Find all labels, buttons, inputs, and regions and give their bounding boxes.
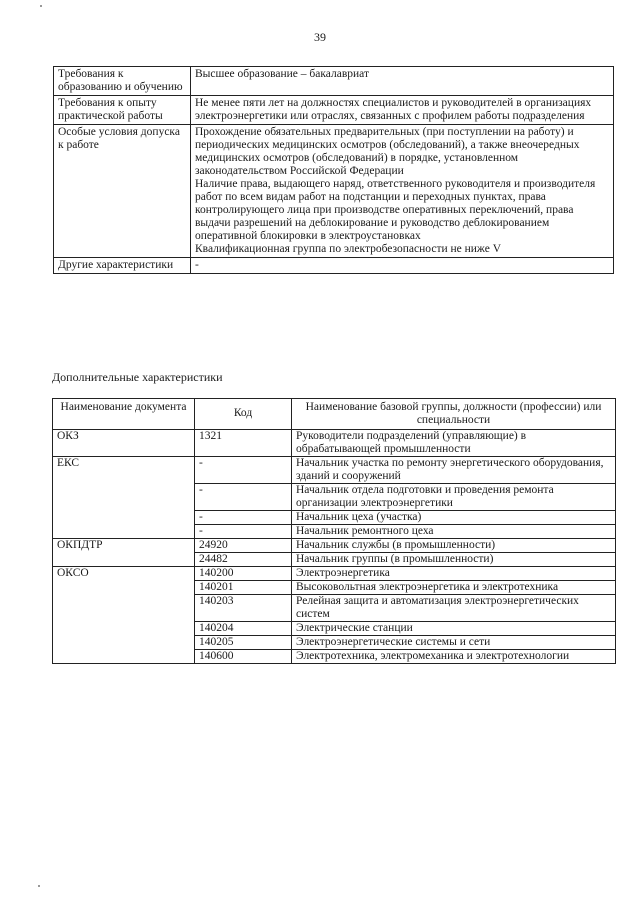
code-cell: 140200 xyxy=(195,567,292,581)
code-cell: 140203 xyxy=(195,595,292,622)
requirement-paragraph: Прохождение обязательных предварительных (при поступлении на работу) и периодических медицинских осмотров (обследований), а также внеочередных медицинских осмотров (обследований) в порядке, установленном законодательством Российской Федерации xyxy=(195,126,580,177)
additional-characteristics-table xyxy=(52,398,616,664)
header-code: Код xyxy=(195,399,292,430)
requirement-row xyxy=(54,125,614,258)
requirement-label: Требования к образованию и обучению xyxy=(54,67,191,96)
name-cell: Начальник группы (в промышленности) xyxy=(292,553,616,567)
doc-cell: ОКСО xyxy=(53,567,195,664)
code-cell: 140600 xyxy=(195,650,292,664)
doc-cell: ЕКС xyxy=(53,457,195,539)
requirement-row xyxy=(54,258,614,274)
requirement-paragraph: Высшее образование – бакалавриат xyxy=(195,68,369,80)
requirement-value xyxy=(191,258,614,274)
code-cell: 140205 xyxy=(195,636,292,650)
doc-cell: ОКЗ xyxy=(53,430,195,457)
name-cell: Начальник участка по ремонту энергетического оборудования, зданий и сооружений xyxy=(292,457,616,484)
requirement-paragraph: Не менее пяти лет на должностях специалистов и руководителей в организациях электроэнергетики или отраслях, связанных с профилем работы подразделения xyxy=(195,97,592,122)
scan-speck xyxy=(40,5,42,7)
requirement-value xyxy=(191,67,614,96)
requirement-paragraph: Наличие права, выдающего наряд, ответственного руководителя и производителя работ по всем видам работ на подстанции и переходных пунктах, права контролирующего лица при производстве оперативных переключений, права выдачи разрешений на деблокирование и руководство деблокированием оперативной блокировки в электроустановках xyxy=(195,178,596,242)
name-cell: Высоковольтная электроэнергетика и электротехника xyxy=(292,581,616,595)
name-cell: Электроэнергетические системы и сети xyxy=(292,636,616,650)
requirement-value xyxy=(191,125,614,258)
code-cell: - xyxy=(195,484,292,511)
page-number: 39 xyxy=(314,30,326,44)
code-cell: 24920 xyxy=(195,539,292,553)
code-cell: - xyxy=(195,525,292,539)
table-header-row xyxy=(53,399,616,430)
table-row xyxy=(53,457,616,484)
name-cell: Начальник цеха (участка) xyxy=(292,511,616,525)
name-cell: Релейная защита и автоматизация электроэнергетических систем xyxy=(292,595,616,622)
table-row xyxy=(53,539,616,553)
header-doc: Наименование документа xyxy=(53,399,195,430)
name-cell: Начальник отдела подготовки и проведения ремонта организации электроэнергетики xyxy=(292,484,616,511)
code-cell: - xyxy=(195,457,292,484)
table-row xyxy=(53,567,616,581)
doc-cell: ОКПДТР xyxy=(53,539,195,567)
requirement-value xyxy=(191,96,614,125)
code-cell: - xyxy=(195,511,292,525)
scan-speck xyxy=(38,885,40,887)
code-cell: 1321 xyxy=(195,430,292,457)
requirement-row xyxy=(54,67,614,96)
requirement-row xyxy=(54,96,614,125)
code-cell: 24482 xyxy=(195,553,292,567)
name-cell: Руководители подразделений (управляющие) в обрабатывающей промышленности xyxy=(292,430,616,457)
name-cell: Начальник ремонтного цеха xyxy=(292,525,616,539)
name-cell: Начальник службы (в промышленности) xyxy=(292,539,616,553)
requirements-table xyxy=(53,66,614,274)
requirement-label: Требования к опыту практической работы xyxy=(54,96,191,125)
requirement-label: Особые условия допуска к работе xyxy=(54,125,191,258)
name-cell: Электротехника, электромеханика и электротехнологии xyxy=(292,650,616,664)
requirement-paragraph: Квалификационная группа по электробезопасности не ниже V xyxy=(195,243,502,255)
name-cell: Электроэнергетика xyxy=(292,567,616,581)
requirement-label: Другие характеристики xyxy=(54,258,191,274)
requirement-paragraph: - xyxy=(195,259,199,271)
additional-characteristics-title: Дополнительные характеристики xyxy=(52,370,223,384)
name-cell: Электрические станции xyxy=(292,622,616,636)
table-row xyxy=(53,430,616,457)
code-cell: 140201 xyxy=(195,581,292,595)
header-name: Наименование базовой группы, должности (профессии) или специальности xyxy=(292,399,616,430)
code-cell: 140204 xyxy=(195,622,292,636)
